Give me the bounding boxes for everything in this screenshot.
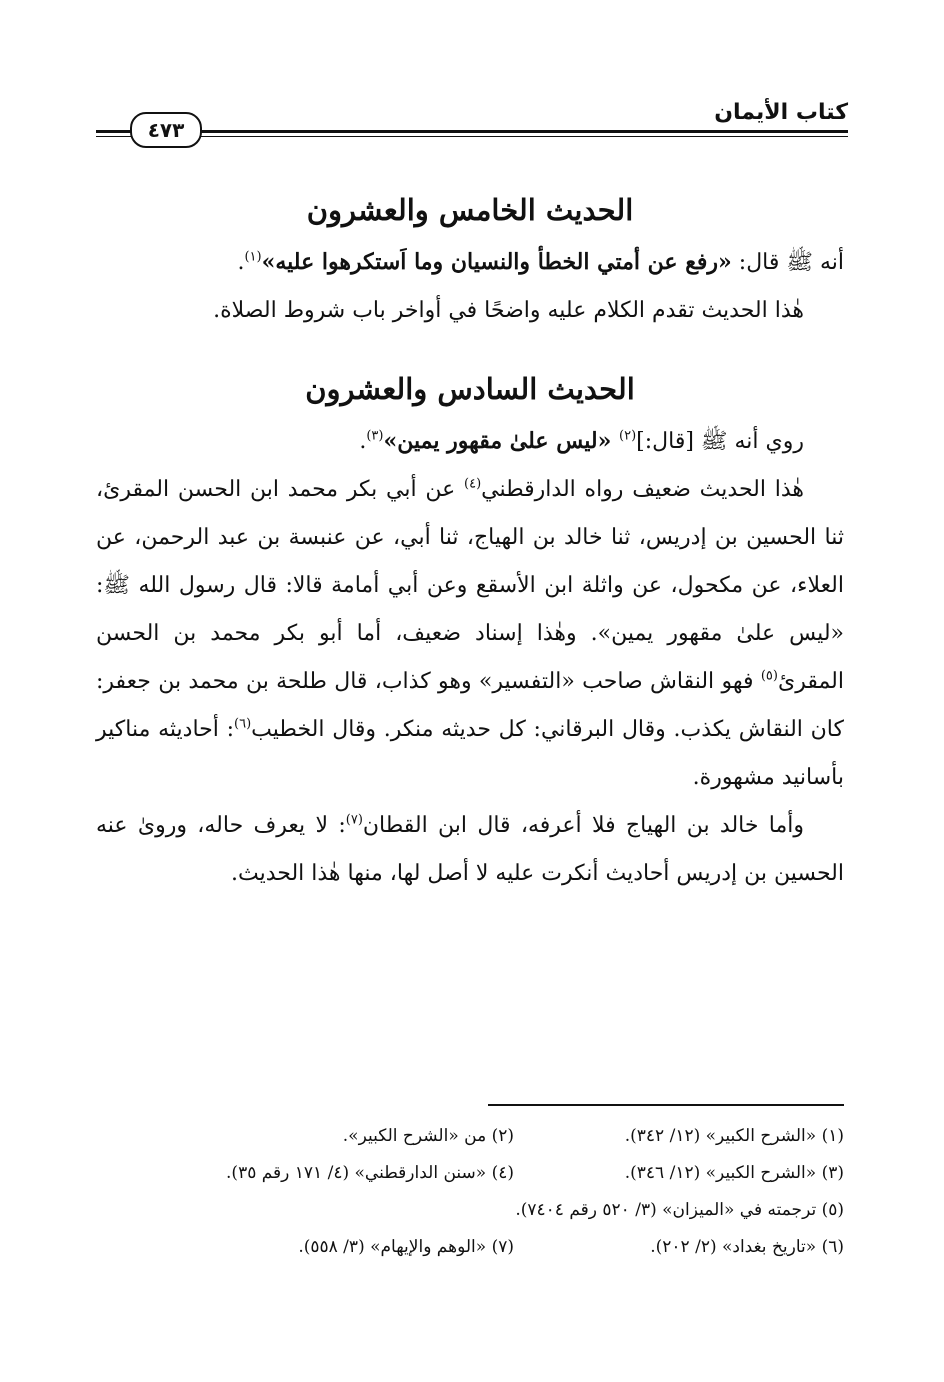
footnote-ref-5: (٥): [760, 668, 778, 684]
footnote-ref-3: (٣): [366, 428, 384, 444]
footnote-ref-1: (١): [244, 249, 262, 265]
main-text: [96, 182, 844, 898]
footnote-row: [96, 1192, 844, 1229]
section-heading-26: الحديث السادس والعشرون: [305, 372, 635, 406]
running-title: كتاب الأيمان: [714, 100, 848, 125]
hadith-26-commentary: [96, 466, 844, 802]
footnote-2: (٢) من «الشرح الكبير».: [342, 1126, 514, 1146]
hadith-26-intro: روي أنه ﷺ [قال:]: [636, 429, 804, 454]
footnote-row: [96, 1118, 844, 1155]
footnote-7: (٧) «الوهم والإيهام» (٣/ ٥٥٨).: [298, 1237, 514, 1257]
hadith-26-end: .: [359, 429, 367, 454]
narrator-note-part-a: وأما خالد بن الهياج فلا أعرفه، قال ابن القطان: [362, 813, 804, 838]
footnote-ref-4: (٤): [464, 476, 482, 492]
hadith-25-end: .: [237, 250, 245, 275]
commentary-part-b: عن أبي بكر محمد ابن الحسن المقرئ، ثنا الحسين بن إدريس، ثنا خالد بن الهياج، ثنا أبي، عن عنبسة بن عبد الرحمن، عن العلاء، عن مكحول، عن واثلة ابن الأسقع وعن أبي أمامة قالا: قال رسول الله ﷺ: «ليس علىٰ مقهور يمين». وهٰذا إسناد ضعيف، أما أبو بكر محمد بن الحسن المقرئ: [96, 477, 844, 694]
footnote-5: (٥) ترجمته في «الميزان» (٣/ ٥٢٠ رقم ٧٤٠٤).: [515, 1200, 844, 1220]
hadith-25-intro: أنه ﷺ قال:: [731, 250, 844, 275]
section-gap: [96, 335, 844, 361]
footnote-ref-6: (٦): [234, 716, 252, 732]
commentary-part-d: : أحاديثه مناكير بأسانيد مشهورة.: [96, 717, 844, 790]
hadith-26-text: [96, 417, 844, 466]
narrator-note-part-b: : لا يعرف حاله، ورویٰ عنه الحسين بن إدريس أحاديث أنكرت عليه لا أصل لها، منها هٰذا الحديث.: [96, 813, 844, 886]
footnote-4: (٤) «سنن الدارقطني» (٤/ ١٧١ رقم ٣٥).: [226, 1163, 514, 1183]
hadith-25-text: [96, 238, 844, 287]
footnotes: [96, 1118, 844, 1266]
footnote-row: [96, 1155, 844, 1192]
footnote-row: [96, 1229, 844, 1266]
commentary-part-c: فهو النقاش صاحب «التفسير» وهو كذاب، قال طلحة بن محمد بن جعفر: كان النقاش يكذب. وقال البرقاني: كل حديثه منكر. وقال الخطيب: [96, 669, 844, 742]
page-header: [96, 100, 848, 148]
header-rule-thin: [96, 136, 848, 137]
section-heading-25: الحديث الخامس والعشرون: [306, 193, 634, 227]
footnote-rule: [488, 1104, 844, 1106]
footnote-6: (٦) «تاريخ بغداد» (٢/ ٢٠٢).: [650, 1237, 844, 1257]
commentary-part-a: هٰذا الحديث ضعيف رواه الدارقطني: [481, 477, 804, 502]
hadith-25-commentary: هٰذا الحديث تقدم الكلام عليه واضحًا في أواخر باب شروط الصلاة.: [213, 298, 804, 323]
hadith-26-quote: «ليس علىٰ مقهور يمين»: [383, 428, 620, 454]
footnote-3: (٣) «الشرح الكبير» (١٢/ ٣٤٦).: [624, 1163, 844, 1183]
page-number: ٤٧٣: [130, 112, 202, 148]
footnote-1: (١) «الشرح الكبير» (١٢/ ٣٤٢).: [624, 1126, 844, 1146]
header-rule: [96, 130, 848, 133]
hadith-26-narrator-note: [96, 802, 844, 898]
hadith-25-quote: «رفع عن أمتي الخطأ والنسيان وما اَستكرهوا عليه»: [261, 249, 732, 275]
footnote-ref-7: (٧): [345, 812, 363, 828]
footnote-ref-2: (٢): [619, 428, 637, 444]
